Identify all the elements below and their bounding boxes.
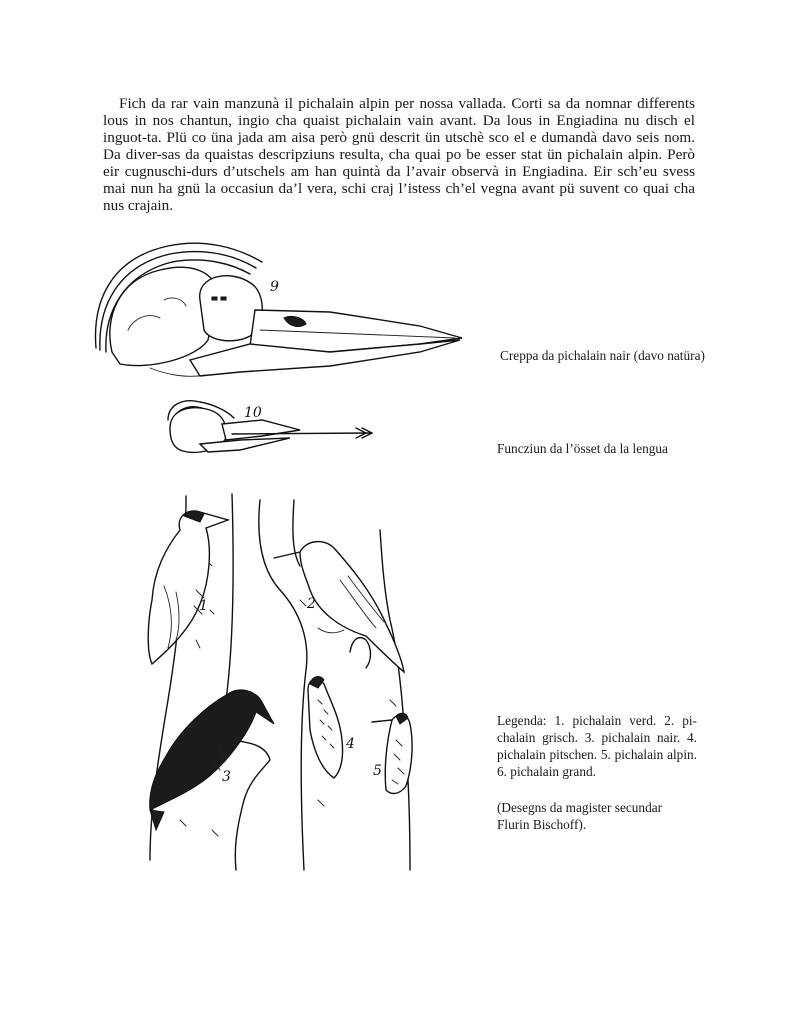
skull-caption: Creppa da pichalain nair (davo natüra) [500,348,705,363]
bird-5-three-toed-woodpecker [372,713,412,793]
bird-3-label: 3 [222,769,231,785]
tongue-figure-number: 10 [244,405,262,421]
drawing-credit: (Desegns da magister secundar Flurin Bischoff). [497,800,663,832]
bird-1-label: 1 [199,598,208,614]
bird-legend: Legenda: 1. pichalain verd. 2. pi-chalain grisch. 3. pichalain nair. 4. pichalain pitschen. 5. pichalain alpin. 6. pichalain grand. [497,713,697,779]
tongue-caption: Funcziun da l’össet da la lengua [497,441,668,456]
bird-4-label: 4 [346,736,355,752]
bird-2-label: 2 [307,596,316,612]
tongue-bone-drawing [168,401,372,453]
bird-1-green-woodpecker [148,511,228,664]
intro-paragraph: Fich da rar vain manzunà il pichalain alpin per nossa vallada. Corti sa da nomnar differents lous in nos chantun, ingio cha quaist pichalain vain avant. Da lous in Engiadina nu disch el inguot-ta. Plü co üna jada am aisa però gnü descrit ün utschè sco el e dumandà davo seis nom. Da diver-sas da quaistas descripziuns resulta, cha quai po be esser stat ün pichalain alpin. Però eir cugnuschi-durs d’utschels am han quintà da l’avair observà in Engiadina. Eir sch’eu svess mai nun ha gnü la occasiun da’l vera, schi craj l’istess ch’el vegna avant pü suvent co quai cha nus crajain. [103,95,695,214]
skull-drawing [96,243,462,376]
skull-figure-number: 9 [270,279,279,295]
bird-2-grey-woodpecker [274,542,404,672]
bird-4-lesser-spotted-woodpecker [308,677,355,778]
bird-5-label: 5 [373,763,382,779]
bird-3-black-woodpecker [150,690,274,830]
